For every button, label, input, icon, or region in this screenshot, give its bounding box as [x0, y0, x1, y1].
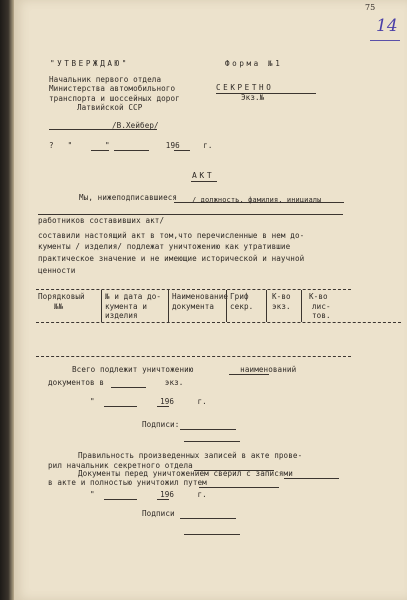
- approver-name: /В.Хейбер/: [112, 121, 159, 130]
- col-header-name: Наименование: [172, 292, 229, 301]
- col-header-sheets-2: лис-: [312, 302, 331, 311]
- handwritten-folio: 14: [376, 16, 398, 36]
- col-header-number: Порядковый: [38, 292, 85, 301]
- check-date-blank: [104, 499, 137, 500]
- signature-line-3: [180, 518, 236, 519]
- paragraph-line-2: кументы / изделия/ подлежат уничтожению как утратившие: [38, 242, 291, 251]
- check-line-3: Документы перед уничтожением сверил с записями: [78, 469, 293, 478]
- document-title: АКТ: [192, 171, 215, 180]
- folio-underline: [370, 40, 400, 41]
- form-number: Форма №1: [225, 59, 283, 68]
- secret-underline: [216, 93, 316, 94]
- date-blank-day: [91, 150, 109, 151]
- col-divider-5: [301, 290, 302, 322]
- check-line-2: рил начальник секретного отдела: [48, 461, 193, 470]
- title-underline: [191, 181, 217, 182]
- signatures-label-1: Подписи:: [142, 420, 180, 429]
- col-divider-1: [101, 290, 102, 322]
- approve-heading: "УТВЕРЖДАЮ": [50, 59, 129, 68]
- col-header-classification: Гриф: [230, 292, 249, 301]
- intro-end: работников составивших акт/: [38, 216, 165, 225]
- total-copies-blank: [111, 387, 146, 388]
- paragraph-line-1: составили настоящий акт в том,что перечисленные в нем до-: [38, 231, 305, 240]
- secret-stamp: СЕКРЕТНО: [216, 83, 274, 92]
- col-divider-3: [226, 290, 227, 322]
- scan-left-edge: [0, 0, 14, 600]
- total-line-1: Всего подлежит уничтожению наименований: [72, 365, 297, 374]
- date-blank-year: [174, 150, 190, 151]
- col-header-docnum: № и дата до-: [105, 292, 162, 301]
- check-line-1: Правильность произведенных записей в акте прове-: [78, 451, 303, 460]
- intro-text: Мы, нижеподписавшиеся: [79, 193, 178, 202]
- paragraph-line-3: практическое значение и не имеющие исторической и научной: [38, 254, 305, 263]
- signature-line-4: [184, 534, 240, 535]
- approval-date: ? " " 196 г.: [49, 141, 213, 150]
- col-divider-2: [168, 290, 169, 322]
- approver-line-2: Министерства автомобильного: [49, 84, 176, 93]
- total-date-blank: [104, 406, 137, 407]
- signature-line-1: [180, 429, 236, 430]
- date-blank-month: [114, 150, 149, 151]
- total-count-blank: [229, 374, 269, 375]
- check-method-blank: [199, 487, 279, 488]
- signature-line-2: [184, 441, 240, 442]
- approver-line-4: Латвийской ССР: [77, 103, 143, 112]
- total-year-blank: [157, 406, 169, 407]
- copy-number: Экз.№: [241, 93, 265, 102]
- check-date: " 196 г.: [90, 490, 207, 499]
- check-year-blank: [157, 499, 169, 500]
- total-date: " 196 г.: [90, 397, 207, 406]
- col-header-sheets: К-во: [309, 292, 328, 301]
- paragraph-line-4: ценности: [38, 266, 76, 275]
- check-line-4: в акте и полностью уничтожил путем: [48, 478, 207, 487]
- check-records-blank: [284, 478, 339, 479]
- col-header-docnum-3: изделия: [105, 311, 138, 320]
- col-header-classification-2: секр.: [230, 302, 254, 311]
- position-caption: / должность, фамилия, инициалы: [192, 196, 322, 204]
- approver-line-1: Начальник первого отдела: [49, 75, 162, 84]
- col-header-docnum-2: кумента и: [105, 302, 148, 311]
- document-page: [14, 0, 407, 600]
- approver-line-3: транспорта и шоссейных дорог: [49, 94, 180, 103]
- table-row-rule: [36, 356, 351, 357]
- col-header-name-2: документа: [172, 302, 215, 311]
- col-header-copies: К-во: [272, 292, 291, 301]
- col-header-number-2: №№: [54, 302, 64, 311]
- col-header-copies-2: экз.: [272, 302, 291, 311]
- table-header-rule: [36, 322, 401, 323]
- participants-line-2: [38, 214, 343, 215]
- col-header-sheets-3: тов.: [312, 311, 331, 320]
- col-divider-4: [266, 290, 267, 322]
- page-number: 75: [365, 3, 376, 12]
- total-line-2: документов в экз.: [48, 378, 184, 387]
- signatures-label-2: Подписи: [142, 509, 175, 518]
- table-top-rule: [36, 289, 351, 290]
